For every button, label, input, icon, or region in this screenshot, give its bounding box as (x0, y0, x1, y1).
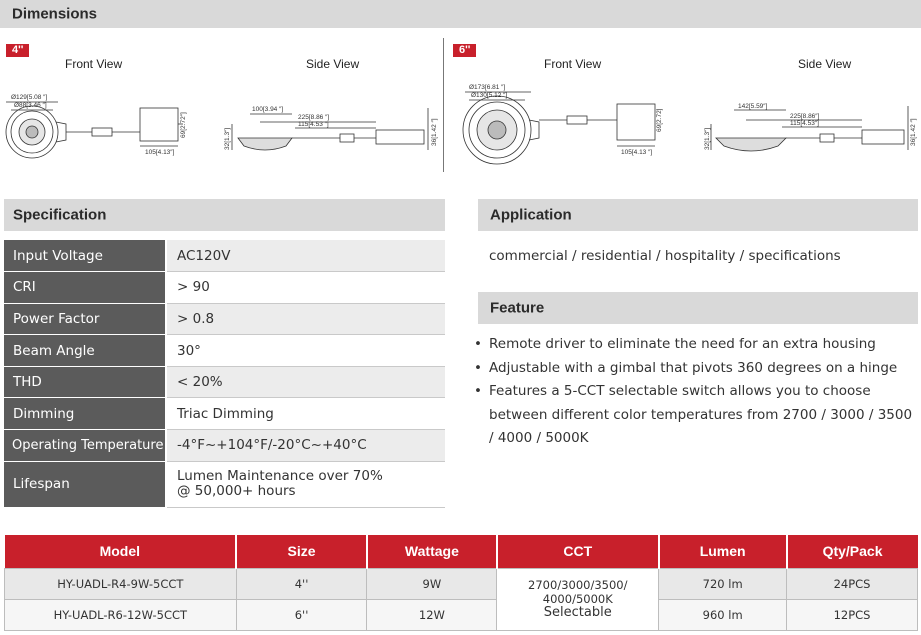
dim-outer-4in: Ø129[5.08 ″] (11, 94, 48, 101)
dim-side-h36-4in: 36[1.42 ″] (431, 118, 438, 146)
dim-side-h36-6in: 36[1.42 ″] (910, 118, 917, 146)
feature-header (478, 292, 918, 324)
dim-side-225-6in: 225[8.86″] (790, 113, 820, 120)
dim-outer-6in: Ø173[6.81 ″] (469, 84, 506, 91)
feature-item: • Features a 5-CCT selectable switch allows you to choose between different color temperatures from 2700 / 3000 / 3500 / 4000 / 5000K (474, 380, 914, 451)
spec-label: Dimming (4, 398, 166, 430)
column-header-cct: CCT (497, 535, 659, 568)
cell-wattage: 12W (367, 599, 497, 630)
dim-side-h32-6in: 32[1.3″] (704, 127, 711, 150)
dim-driver-h-4in: 69[2.72″] (180, 112, 187, 138)
spec-label: Input Voltage (4, 240, 166, 272)
cct-line: 2700/3000/3500/ (528, 578, 628, 592)
feature-item: • Adjustable with a gimbal that pivots 360 degrees on a hinge (474, 357, 914, 381)
specification-header (4, 199, 445, 231)
column-header-qty: Qty/Pack (787, 535, 918, 568)
side-view-label-4in: Side View (306, 57, 360, 71)
front-view-drawing-6in (455, 80, 670, 170)
application-text: commercial / residential / hospitality / specifications (489, 248, 841, 264)
dim-inner-6in: Ø130[5.12 ″] (471, 92, 508, 99)
dimensions-title: Dimensions (12, 5, 98, 23)
column-header-size: Size (236, 535, 367, 568)
cell-lumen: 720 lm (659, 568, 787, 599)
spec-label: Lifespan (4, 461, 166, 507)
product-table (4, 535, 918, 631)
spec-value: < 20% (166, 366, 445, 398)
spec-value: -4°F~+104°F/-20°C~+40°C (166, 430, 445, 462)
cell-size: 4'' (236, 568, 367, 599)
spec-label: THD (4, 366, 166, 398)
spec-row (4, 272, 445, 304)
cell-lumen: 960 lm (659, 599, 787, 630)
dim-side-115-6in: 115[4.53″] (790, 120, 819, 127)
spec-row (4, 366, 445, 398)
cell-size: 6'' (236, 599, 367, 630)
specification-title: Specification (13, 206, 107, 224)
dim-side-142-6in: 142[5.59″] (738, 103, 768, 110)
size-tag-4in: 4'' (6, 44, 29, 57)
spec-label: Beam Angle (4, 335, 166, 367)
feature-list (474, 333, 914, 451)
product-header-row (5, 535, 918, 568)
spec-value: Triac Dimming (166, 398, 445, 430)
dim-side-225-4in: 225[8.86 ″] (298, 114, 330, 121)
spec-row (4, 335, 445, 367)
column-header-lumen: Lumen (659, 535, 787, 568)
cell-qty: 24PCS (787, 568, 918, 599)
dim-driver-w-6in: 105[4.13 ″] (621, 149, 653, 156)
dimensions-header (0, 0, 921, 28)
application-header (478, 199, 918, 231)
cell-model: HY-UADL-R4-9W-5CCT (5, 568, 237, 599)
spec-value-line: @ 50,000+ hours (177, 483, 296, 500)
spec-value: > 0.8 (166, 303, 445, 335)
dimensions-divider (443, 38, 444, 172)
cct-line: 4000/5000K (542, 592, 613, 606)
table-row (5, 599, 918, 630)
dim-side-h32-4in: 32[1.3″] (224, 127, 231, 150)
table-row (5, 568, 918, 599)
feature-title: Feature (490, 299, 545, 317)
application-title: Application (490, 206, 572, 224)
cell-wattage: 9W (367, 568, 497, 599)
dim-side-100-4in: 100[3.94 ″] (252, 106, 284, 113)
column-header-wattage: Wattage (367, 535, 497, 568)
column-header-model: Model (5, 535, 237, 568)
spec-row (4, 303, 445, 335)
front-view-label-4in: Front View (65, 57, 123, 71)
spec-value (166, 461, 445, 507)
spec-row (4, 461, 445, 507)
spec-label: Power Factor (4, 303, 166, 335)
dim-side-115-4in: 115[4.53 ″] (298, 121, 329, 128)
side-view-drawing-6in (702, 100, 918, 160)
spec-row (4, 240, 445, 272)
feature-item: • Remote driver to eliminate the need for an extra housing (474, 333, 914, 357)
side-view-label-6in: Side View (798, 57, 852, 71)
spec-value: > 90 (166, 272, 445, 304)
dim-inner-4in: Ø88[3.46 ″] (14, 102, 47, 109)
cell-cct (497, 568, 659, 630)
specification-table (4, 240, 445, 508)
spec-label: CRI (4, 272, 166, 304)
dim-driver-w-4in: 105[4.13″] (145, 149, 175, 156)
spec-label: Operating Temperature (4, 430, 166, 462)
size-tag-6in: 6'' (453, 44, 476, 57)
cct-line: Selectable (543, 605, 612, 620)
dim-driver-h-6in: 69[2.72] (656, 108, 663, 132)
spec-row (4, 398, 445, 430)
front-view-label-6in: Front View (544, 57, 602, 71)
spec-row (4, 430, 445, 462)
spec-value: AC120V (166, 240, 445, 272)
spec-value: 30° (166, 335, 445, 367)
cell-model: HY-UADL-R6-12W-5CCT (5, 599, 237, 630)
front-view-drawing-4in (0, 88, 200, 160)
cell-qty: 12PCS (787, 599, 918, 630)
side-view-drawing-4in (220, 100, 440, 160)
spec-value-line: Lumen Maintenance over 70% (177, 468, 383, 485)
